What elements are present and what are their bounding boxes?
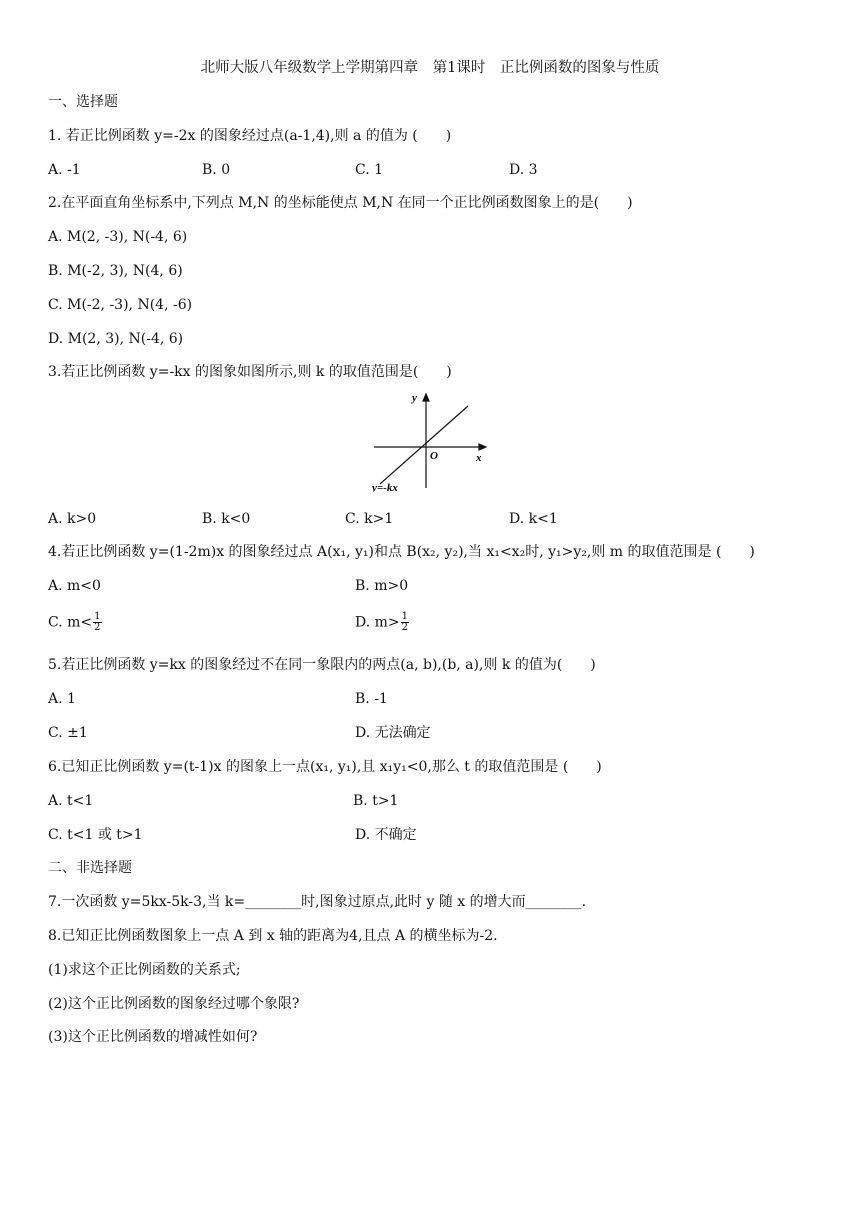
q6-option-c: C. t<1 或 t>1 [48, 827, 143, 843]
q1-option-a: A. -1 [48, 162, 81, 178]
page-title: 北师大版八年级数学上学期第四章 第1课时 正比例函数的图象与性质 [200, 60, 660, 76]
question-2-stem: 2.在平面直角坐标系中,下列点 M,N 的坐标能使点 M,N 在同一个正比例函数图象上的是( ) [48, 195, 633, 211]
q3-option-b: B. k<0 [202, 511, 251, 527]
q2-option-c: C. M(-2, -3), N(4, -6) [48, 297, 193, 313]
q3-option-c: C. k>1 [345, 511, 394, 527]
q4-option-c-prefix: C. m< [48, 614, 93, 631]
q2-option-b: B. M(-2, 3), N(4, 6) [48, 263, 183, 279]
fraction-denominator: 2 [94, 622, 101, 633]
question-8-stem: 8.已知正比例函数图象上一点 A 到 x 轴的距离为4,且点 A 的横坐标为-2. [48, 928, 498, 944]
q8-part-3: (3)这个正比例函数的增减性如何? [48, 1029, 258, 1045]
fraction-numerator: 1 [94, 611, 101, 622]
q5-option-c: C. ±1 [48, 725, 88, 741]
q6-option-a: A. t<1 [48, 793, 94, 809]
question-3-stem: 3.若正比例函数 y=-kx 的图象如图所示,则 k 的取值范围是( ) [48, 364, 452, 380]
q8-part-1: (1)求这个正比例函数的关系式; [48, 962, 241, 978]
q4-option-c [48, 612, 102, 633]
q1-option-c: C. 1 [355, 162, 384, 178]
y-axis-label: y [412, 392, 417, 404]
fraction-numerator: 1 [401, 611, 409, 622]
q4-option-d [355, 612, 409, 633]
q4-option-d-prefix: D. m> [355, 614, 400, 631]
fraction-one-half [93, 612, 101, 633]
x-axis-label: x [476, 452, 482, 464]
q4-option-a: A. m<0 [48, 578, 101, 594]
q2-option-d: D. M(2, 3), N(-4, 6) [48, 331, 184, 347]
q8-part-2: (2)这个正比例函数的图象经过哪个象限? [48, 996, 300, 1012]
q3-option-a: A. k>0 [48, 511, 97, 527]
q1-option-d: D. 3 [509, 162, 538, 178]
question-5-stem: 5.若正比例函数 y=kx 的图象经过不在同一象限内的两点(a, b),(b, a),则 k 的值为( ) [48, 657, 596, 673]
q1-option-b: B. 0 [202, 162, 231, 178]
q5-option-a: A. 1 [48, 691, 76, 707]
y-axis-arrow [423, 394, 429, 401]
function-line [380, 406, 468, 484]
line-label: y=-kx [372, 482, 398, 492]
origin-label: O [430, 450, 438, 462]
question-4-stem: 4.若正比例函数 y=(1-2m)x 的图象经过点 A(x₁, y₁)和点 B(x₂, y₂),当 x₁<x₂时, y₁>y₂,则 m 的取值范围是 ( ) [48, 544, 755, 560]
question-6-stem: 6.已知正比例函数 y=(t-1)x 的图象上一点(x₁, y₁),且 x₁y₁<0,那么 t 的取值范围是 ( ) [48, 759, 602, 775]
q4-option-b: B. m>0 [355, 578, 409, 594]
fraction-denominator: 2 [401, 622, 409, 633]
section-heading-choice: 一、选择题 [48, 94, 118, 110]
q5-option-d: D. 无法确定 [355, 725, 431, 741]
q5-option-b: B. -1 [355, 691, 388, 707]
q2-option-a: A. M(2, -3), N(-4, 6) [48, 229, 188, 245]
q3-option-d: D. k<1 [509, 511, 558, 527]
x-axis-arrow [479, 444, 486, 450]
fraction-one-half [401, 612, 409, 633]
section-heading-nonchoice: 二、非选择题 [48, 860, 132, 876]
question-7-stem: 7.一次函数 y=5kx-5k-3,当 k=________时,图象过原点,此时 y 随 x 的增大而________. [48, 894, 587, 910]
question-1-stem: 1. 若正比例函数 y=-2x 的图象经过点(a-1,4),则 a 的值为 ( ) [48, 128, 452, 144]
q6-option-b: B. t>1 [353, 793, 399, 809]
q3-graph [368, 388, 492, 492]
q6-option-d: D. 不确定 [355, 827, 417, 843]
